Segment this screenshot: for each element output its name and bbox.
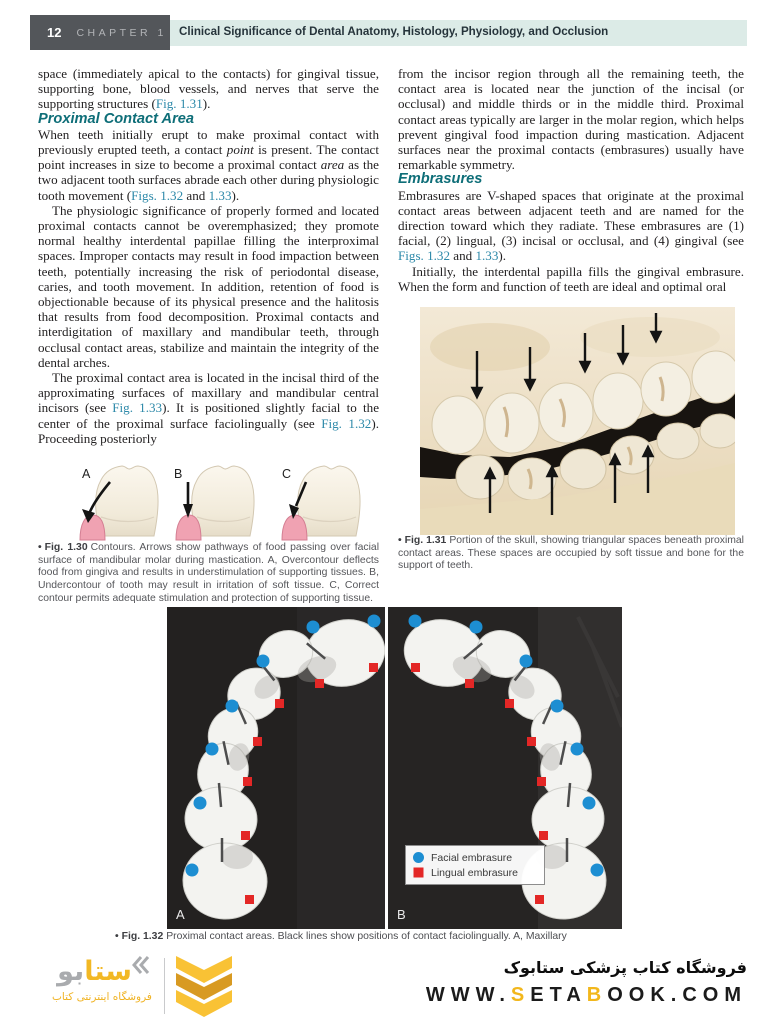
- panel-label-c: C: [282, 467, 292, 482]
- chapter-title: Clinical Significance of Dental Anatomy, Histology, Physiology, and Occlusion: [179, 24, 609, 38]
- caption-text: Proximal contact areas. Black lines show positions of contact faciolingually. A, Maxillary: [166, 931, 567, 942]
- paragraph: from the incisor region through all the remaining teeth, the contact area is located near the junction of the incisal (or occlusal) and middle thirds or in the middle third. Proximal contact areas typically are larger in the molar region, which helps prevent gingival food impaction during mastication. Adjacent surfaces near the proximal contacts (embrasures) usually have remarkable symmetry.: [398, 66, 744, 173]
- store-title-farsi: فروشگاه کتاب پزشکی ستابوک: [503, 958, 747, 977]
- legend-row-lingual: [412, 865, 538, 880]
- caption-text: Contours. Arrows show pathways of food passing over facial surface of mandibular molar during mastication. A, Overcontour deflects food from gingiva and results in understimulation of supporting tissues. B, Undercontour of tooth may result in irritation of soft tissue. C, Correct contour permits adequate stimulation and protection of supporting tissue.: [38, 542, 380, 604]
- logo-divider: [164, 958, 165, 1014]
- fig-1-32-panel-a: [167, 607, 385, 929]
- body-text: ). Proceeding posteriorly: [38, 415, 379, 446]
- logo-text-gray: بو: [57, 956, 85, 987]
- caption-text: Portion of the skull, showing triangular spaces beneath proximal contact areas. These spaces are occupied by soft tissue and bone for the support of teeth.: [398, 535, 744, 572]
- caption-bullet: •: [38, 542, 42, 554]
- legend-row-facial: [412, 850, 538, 865]
- italic-term: point: [226, 142, 254, 158]
- italic-term: area: [320, 157, 345, 173]
- section-heading-embrasures: Embrasures: [398, 171, 483, 188]
- url-text-accent: B: [586, 984, 608, 1006]
- url-text: OOK.COM: [607, 984, 747, 1006]
- paragraph: [38, 66, 379, 112]
- tooth-diagram-b: [174, 466, 254, 540]
- fig-1-32-caption: [115, 931, 715, 942]
- website-url[interactable]: [426, 984, 747, 1007]
- panel-label-b: B: [174, 467, 183, 482]
- body-text: is present. The contact point increases in size to become a proximal contact: [38, 142, 379, 173]
- tooth-diagram-c: [282, 466, 360, 540]
- body-text: ).: [231, 187, 240, 203]
- body-text: Embrasures are V-shaped spaces that originate at the proximal contact areas between adjacent teeth and are named for the direction toward which they radiate. These embrasures are (1) facial, (2) lingual, (3) incisal or occlusal, and (4) gingival (see: [398, 187, 744, 249]
- paragraph: [398, 188, 744, 264]
- left-column: [38, 66, 379, 606]
- fig-1-31-caption: [398, 535, 744, 573]
- fig-1-32-link[interactable]: Figs. 1.32: [131, 187, 184, 203]
- caption-bullet: •: [398, 535, 402, 547]
- tooth-diagram-a: [80, 466, 158, 540]
- caption-number: Fig. 1.32: [121, 931, 164, 942]
- chapter-label: CHAPTER 1: [76, 26, 167, 39]
- legend-label: Lingual embrasure: [431, 866, 518, 879]
- body-text: When teeth initially erupt to make proximal contact with previously erupted teeth, a contact: [38, 126, 379, 158]
- fig-1-31-photo: [420, 307, 735, 535]
- body-text: ).: [498, 248, 507, 264]
- logo-chevrons-icon: [175, 956, 233, 1020]
- fig-1-30-illustration: [40, 454, 381, 542]
- fig-1-32-link[interactable]: Fig. 1.32: [321, 415, 372, 431]
- section-heading-proximal-contact-area: Proximal Contact Area: [38, 110, 194, 127]
- panel-label-b: B: [397, 907, 406, 922]
- paragraph: [38, 127, 379, 203]
- fig-1-33-link[interactable]: Fig. 1.33: [112, 400, 163, 416]
- legend-label: Facial embrasure: [431, 851, 513, 864]
- paragraph: The physiologic significance of properly formed and located proximal contacts cannot be overemphasized; they promote normal healthy interdental papillae filling the interproximal spaces. Improper contacts may result in food impaction between teeth, potentially increasing the risk of periodontal disease, caries, and tooth movement. In addition, retention of food is objectionable because of its physical presence and the halitosis that results from food decomposition. Proximal contacts and interdigitation of maxillary and mandibular teeth, through occlusal contact areas, stabilize and maintain the integrity of the dental arches.: [38, 202, 379, 370]
- url-text: WWW.: [425, 984, 511, 1006]
- page-number: 12: [47, 25, 62, 40]
- chapter-box: [30, 15, 170, 50]
- caption-bullet: •: [115, 931, 119, 942]
- url-text: ETA: [530, 984, 587, 1006]
- fig-1-30-caption: [38, 542, 379, 606]
- caption-number: Fig. 1.31: [404, 535, 447, 547]
- panel-label-a: A: [82, 467, 91, 482]
- facial-embrasure-marker-icon: [412, 851, 425, 864]
- panel-label-a: A: [176, 907, 185, 922]
- right-column: [398, 66, 744, 573]
- body-text: and: [183, 187, 209, 203]
- body-text: ).: [202, 96, 211, 112]
- setabook-logo[interactable]: [52, 956, 233, 1020]
- fig-1-32-link[interactable]: Figs. 1.32: [398, 248, 451, 264]
- paragraph: [38, 370, 379, 446]
- body-text: as the two adjacent tooth surfaces abrade each other during physiologic tooth movement (: [38, 157, 379, 203]
- lingual-embrasure-marker-icon: [412, 866, 425, 879]
- logo-tagline: فروشگاه اینترنتی کتاب: [52, 991, 152, 1003]
- fig-1-33-link[interactable]: 1.33: [475, 248, 499, 264]
- paragraph: Initially, the interdental papilla fills the gingival embrasure. When the form and function of teeth are ideal and optimal oral: [398, 263, 744, 294]
- body-text: The proximal contact area is located in the incisal third of the approximating surfaces of maxillary and mandibular central incisors (see: [38, 370, 379, 416]
- url-text-accent: S: [510, 984, 531, 1006]
- fig-1-32-legend: [405, 845, 545, 885]
- fig-1-33-link[interactable]: 1.33: [208, 187, 232, 203]
- logo-wordmark: [52, 956, 152, 1003]
- body-text: and: [450, 248, 476, 264]
- fig-1-31-link[interactable]: Fig. 1.31: [155, 96, 203, 112]
- body-text: space (immediately apical to the contacts) for gingival tissue, supporting bone, blood vessels, and nerves that serve the supporting structures (: [38, 66, 379, 112]
- body-text: ). It is positioned slightly facial to the center of the proximal surface faciolingually (see: [38, 400, 380, 431]
- logo-wordmark-text: [52, 956, 152, 987]
- fig-1-32-photo: [167, 607, 622, 929]
- footer-brand-block: [426, 958, 747, 1007]
- logo-text-yellow: ستا: [84, 956, 132, 987]
- caption-number: Fig. 1.30: [44, 542, 88, 554]
- logo-kaf-chevron-icon: [132, 956, 150, 974]
